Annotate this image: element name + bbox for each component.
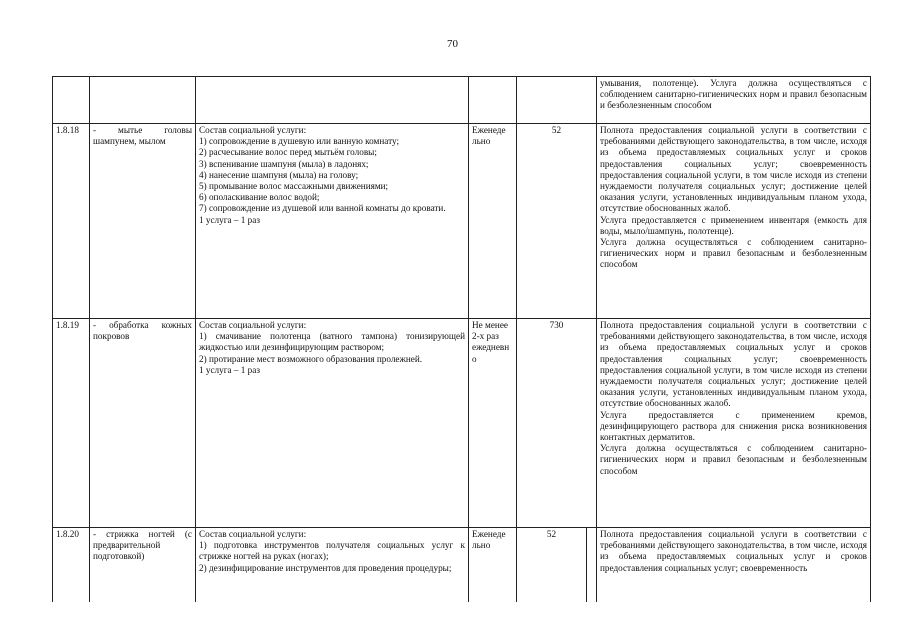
- composition-line: 5) промывание волос массажными движениями;: [199, 181, 389, 192]
- service-name: - обработка кожных покровов: [90, 319, 196, 528]
- service-quantity: 52: [517, 124, 597, 319]
- page-number: 70: [447, 38, 458, 50]
- service-composition: [196, 528, 469, 603]
- composition-line: Состав социальной услуги:: [199, 320, 307, 330]
- composition-line: 1) сопровождение в душевую или ванную комнату;: [199, 136, 400, 147]
- composition-line: 7) сопровождение из душевой или ванной комнаты до кровати.: [199, 203, 446, 214]
- service-quantity: [517, 77, 597, 124]
- service-quantity: 730: [517, 319, 597, 528]
- service-composition: [196, 124, 469, 319]
- service-quality: [597, 77, 871, 124]
- composition-line: 2) протирание мест возможного образования пролежней.: [199, 353, 423, 364]
- composition-line: 6) ополаскивание волос водой;: [199, 192, 320, 203]
- service-quantity: 52: [517, 528, 587, 603]
- service-quality: [597, 528, 871, 603]
- table-row: [53, 77, 871, 124]
- service-quality: [597, 124, 871, 319]
- spacer-cell: [587, 528, 597, 603]
- table-row: [53, 319, 871, 528]
- composition-line: 3) вспенивание шампуня (мыла) в ладонях;: [199, 158, 369, 169]
- quality-paragraph: Полнота предоставления социальной услуги в соответствии с требованиями действующего законодательства, в том числе, исходя из объема предоставляемых социальных услуг и сроков предоставления социальных услуг; своевременность: [600, 529, 867, 573]
- quality-paragraph: умывания, полотенце). Услуга должна осуществляться с соблюдением санитарно-гигиенических норм и правил безопасным и безболезненным способом: [600, 78, 867, 111]
- service-name: - мытье головы шампунем, мылом: [90, 124, 196, 319]
- service-name: - стрижка ногтей (с предварительной подготовкой): [90, 528, 196, 603]
- service-code: [53, 77, 90, 124]
- composition-line: 2) дезинфицирование инструментов для проведения процедуры;: [199, 562, 452, 573]
- composition-line: 1) подготовка инструментов получателя социальных услуг к стрижке ногтей на руках (ногах);: [199, 540, 465, 562]
- service-frequency: Еженеде льно: [469, 124, 517, 319]
- service-composition: [196, 319, 469, 528]
- composition-line: Состав социальной услуги:: [199, 125, 307, 135]
- quality-paragraph: Услуга должна осуществляться с соблюдением санитарно-гигиенических норм и правил безопасным и безболезненным способом: [600, 443, 867, 476]
- composition-line: 1) смачивание полотенца (ватного тампона) тонизирующей жидкостью или дезинфицирующим раствором;: [199, 331, 465, 353]
- service-code: 1.8.20: [53, 528, 90, 603]
- service-frequency: Не менее 2-х раз ежедневн о: [469, 319, 517, 528]
- composition-line: 1 услуга – 1 раз: [199, 214, 260, 225]
- service-composition: [196, 77, 469, 124]
- quality-paragraph: Услуга предоставляется с применением кремов, дезинфицирующего раствора для снижения риска возникновения контактных дерматитов.: [600, 409, 867, 443]
- table-row: [53, 528, 871, 603]
- composition-line: 4) нанесение шампуня (мыла) на голову;: [199, 169, 359, 180]
- service-quality: [597, 319, 871, 528]
- table-row: [53, 124, 871, 319]
- quality-paragraph: Полнота предоставления социальной услуги в соответствии с требованиями действующего законодательства, в том числе, исходя из объема предоставляемых социальных услуг и сроков предоставления социальных услуг; своевременность предоставления социальной услуги, в том числе исходя из степени нуждаемости получателя социальных услуг; достижение целей оказания услуги, установленных индивидуальным планом ухода, отсутствие обоснованных жалоб.: [600, 320, 867, 409]
- quality-paragraph: Полнота предоставления социальной услуги в соответствии с требованиями действующего законодательства, в том числе, исходя из объема предоставляемых социальных услуг и сроков предоставления социальных услуг; своевременность предоставления социальной услуги, в том числе исходя из степени нуждаемости получателя социальных услуг; достижение целей оказания услуги, установленных индивидуальным планом ухода, отсутствие обоснованных жалоб.: [600, 125, 867, 214]
- composition-line: Состав социальной услуги:: [199, 529, 307, 539]
- service-code: 1.8.19: [53, 319, 90, 528]
- composition-line: 2) расчесывание волос перед мытьём головы;: [199, 147, 377, 158]
- service-frequency: Еженеде льно: [469, 528, 517, 603]
- services-table: [52, 76, 871, 602]
- quality-paragraph: Услуга предоставляется с применением инвентаря (емкость для воды, мыло/шампунь, полотенце).: [600, 214, 867, 236]
- quality-paragraph: Услуга должна осуществляться с соблюдением санитарно-гигиенических норм и правил безопасным и безболезненным способом: [600, 237, 867, 270]
- service-frequency: [469, 77, 517, 124]
- composition-line: 1 услуга – 1 раз: [199, 364, 260, 375]
- service-name: [90, 77, 196, 124]
- service-code: 1.8.18: [53, 124, 90, 319]
